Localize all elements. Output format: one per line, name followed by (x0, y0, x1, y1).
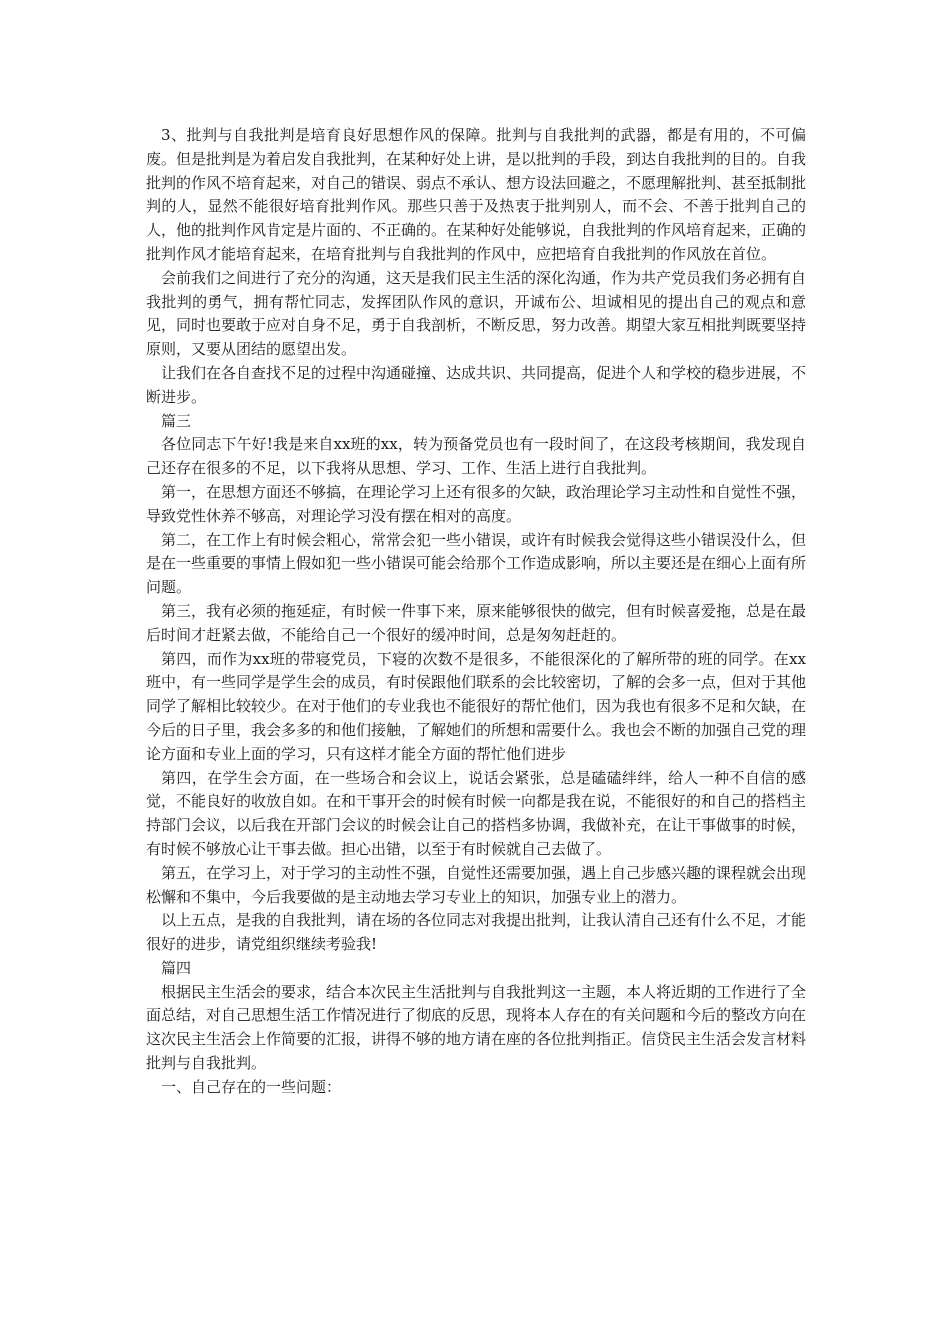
paragraph-3: 让我们在各自查找不足的过程中沟通碰撞、达成共识、共同提高，促进个人和学校的稳步进展，不断进步。 (146, 363, 807, 406)
paragraph-5: 第一，在思想方面还不够搞，在理论学习上还有很多的欠缺，政治理论学习主动性和自觉性不强，导致党性休养不够高，对理论学习没有摆在相对的高度。 (146, 482, 807, 525)
paragraph-4: 各位同志下午好!我是来自xx班的xx，转为预备党员也有一段时间了，在这段考核期间，我发现自己还存在很多的不足，以下我将从思想、学习、工作、生活上进行自我批判。 (146, 435, 806, 478)
paragraph-12: 根据民主生活会的要求，结合本次民主生活批判与自我批判这一主题，本人将近期的工作进行了全面总结，对自己思想生活工作情况进行了彻底的反思，现将本人存在的有关问题和今后的整改方向在这次民主生活会上作简要的汇报，讲得不够的地方请在座的各位批判指正。信贷民主生活会发言材料批判与自我批判。 (146, 982, 807, 1073)
paragraph-7: 第三，我有必须的拖延症，有时候一件事下来，原来能够很快的做完，但有时候喜爱拖，总是在最后时间才赶紧去做，不能给自己一个很好的缓冲时间，总是匆匆赶赶的。 (146, 601, 807, 644)
paragraph-2: 会前我们之间进行了充分的沟通，这天是我们民主生活的深化沟通，作为共产党员我们务必拥有自我批判的勇气，拥有帮忙同志，发挥团队作风的意识，开诚布公、坦诚相见的提出自己的观点和意见，同时也要敢于应对自身不足，勇于自我剖析，不断反思，努力改善。期望大家互相批判既要坚持原则，又要从团结的愿望出发。 (146, 268, 807, 359)
paragraph-11: 以上五点，是我的自我批判，请在场的各位同志对我提出批判，让我认清自己还有什么不足，才能很好的进步，请党组织继续考验我! (146, 911, 807, 954)
paragraph-6: 第二，在工作上有时候会粗心，常常会犯一些小错误，或许有时候我会觉得这些小错误没什么，但是在一些重要的事情上假如犯一些小错误可能会给那个工作造成影响，所以主要还是在细心上面有所问题。 (146, 530, 807, 597)
paragraph-9: 第四，在学生会方面，在一些场合和会议上，说话会紧张，总是磕磕绊绊，给人一种不自信的感觉，不能良好的收放自如。在和干事开会的时候有时候一向都是我在说，不能很好的和自己的搭档主持部门会议，以后我在开部门会议的时候会让自己的搭档多协调，我做补充，在让干事做事的时候，有时候不够放心让干事去做。担心出错，以至于有时候就自己去做了。 (146, 768, 807, 858)
section-heading-3: 篇三 (161, 411, 192, 430)
paragraph-10: 第五，在学习上，对于学习的主动性不强，自觉性还需要加强，遇上自己步感兴趣的课程就会出现松懈和不集中，今后我要做的是主动地去学习专业上的知识，加强专业上的潜力。 (146, 863, 807, 906)
document-body (146, 124, 806, 1100)
paragraph-1: 3、批判与自我批判是培育良好思想作风的保障。批判与自我批判的武器，都是有用的，不可偏废。但是批判是为着启发自我批判，在某种好处上讲，是以批判的手段，到达自我批判的目的。自我批判的作风不培育起来，对自己的错误、弱点不承认、想方设法回避之，不愿理解批判、甚至抵制批判的人，显然不能很好培育批判作风。那些只善于及热衷于批判别人，而不会、不善于批判自己的人，他的批判作风肯定是片面的、不正确的。在某种好处能够说，自我批判的作风培育起来，正确的批判作风才能培育起来，在培育批判与自我批判的作风中，应把培育自我批判的作风放在首位。 (146, 126, 807, 263)
paragraph-13: 一、自己存在的一些问题： (161, 1077, 342, 1096)
paragraph-8: 第四，而作为xx班的带寝党员，下寝的次数不是很多，不能很深化的了解所带的班的同学。在xx班中，有一些同学是学生会的成员，有时侯跟他们联系的会比较密切，了解的会多一点，但对于其他同学了解相比较较少。在对于他们的专业我也不能很好的帮忙他们，因为我也有很多不足和欠缺，在今后的日子里，我会多多的和他们接触，了解她们的所想和需要什么。我也会不断的加强自己党的理论方面和专业上面的学习，只有这样才能全方面的帮忙他们进步 (146, 649, 807, 763)
section-heading-4: 篇四 (161, 958, 192, 977)
